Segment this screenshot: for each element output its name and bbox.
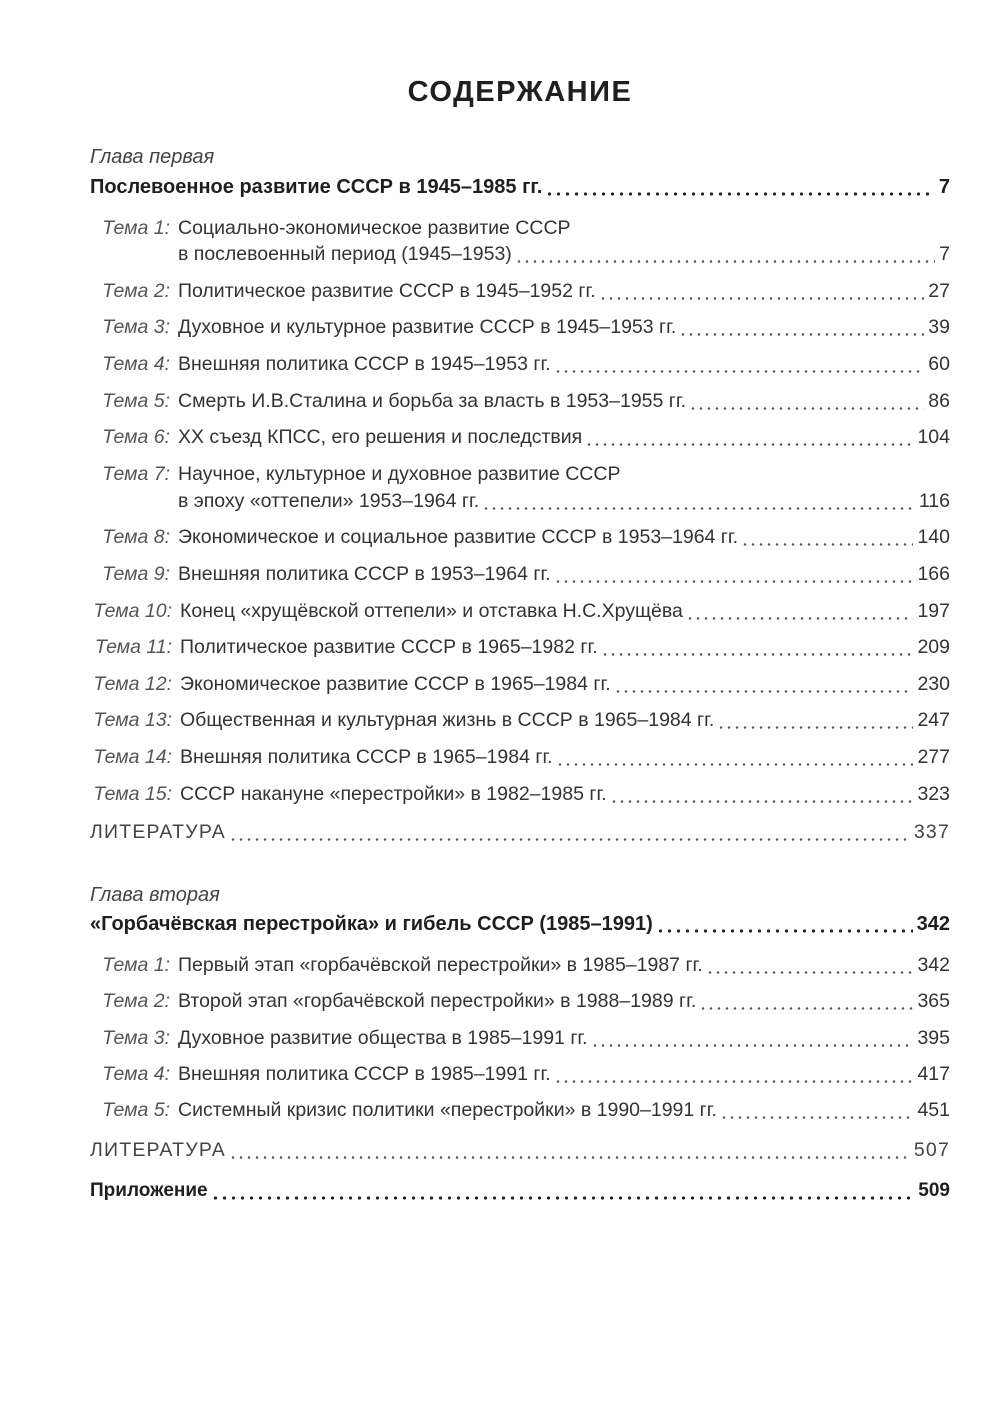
- topic-text: Общественная и культурная жизнь в СССР в 1965–1984 гг.: [180, 709, 715, 731]
- leader-dots: [556, 763, 914, 766]
- chapter-1-literature-entry[interactable]: [90, 821, 950, 847]
- topic-1-4-entry[interactable]: [90, 353, 950, 379]
- topic-1-1-line1: Социально-экономическое развитие СССР: [178, 217, 571, 239]
- topic-text: Экономическое и социальное развитие СССР в 1953–1964 гг.: [178, 526, 739, 548]
- leader-dots: [720, 1116, 914, 1119]
- topic-text: Духовное развитие общества в 1985–1991 гг.: [178, 1027, 588, 1049]
- leader-dots: [554, 580, 914, 583]
- topic-number: Тема 2:: [102, 280, 170, 302]
- topic-number: Тема 3:: [102, 316, 170, 338]
- topic-2-5-entry[interactable]: [90, 1099, 950, 1125]
- appendix-label: Приложение: [90, 1180, 208, 1201]
- topic-1-7-line1: Научное, культурное и духовное развитие СССР: [178, 463, 621, 485]
- topic-1-2-entry[interactable]: [90, 280, 950, 306]
- topic-page: 27: [928, 280, 950, 302]
- topic-1-9-entry[interactable]: [90, 563, 950, 589]
- chapter-2-entry[interactable]: [90, 913, 950, 939]
- literature-label: ЛИТЕРАТУРА: [90, 1139, 226, 1161]
- leader-dots: [610, 800, 914, 803]
- appendix-entry[interactable]: [90, 1180, 950, 1206]
- page-title: СОДЕРЖАНИЕ: [407, 76, 633, 108]
- topic-text: Системный кризис политики «перестройки» в 1990–1991 гг.: [178, 1099, 717, 1121]
- topic-page: 342: [917, 954, 950, 976]
- leader-dots: [545, 192, 935, 196]
- topic-number: Тема 1:: [102, 954, 170, 976]
- topic-text: Духовное и культурное развитие СССР в 1945–1953 гг.: [178, 316, 677, 338]
- topic-2-3-entry[interactable]: [90, 1027, 950, 1053]
- chapter-1-title: Послевоенное развитие СССР в 1945–1985 гг.: [90, 176, 543, 198]
- topic-number: Тема 10:: [93, 600, 172, 622]
- leader-dots: [229, 838, 910, 841]
- topic-2-2-entry[interactable]: [90, 990, 950, 1016]
- topic-page: 60: [928, 353, 950, 375]
- topic-page: 209: [917, 636, 950, 658]
- leader-dots: [679, 333, 924, 336]
- topic-2-1-entry[interactable]: [90, 954, 950, 980]
- leader-dots: [656, 929, 913, 933]
- topic-text: Внешняя политика СССР в 1965–1984 гг.: [180, 746, 553, 768]
- topic-number: Тема 7:: [102, 463, 170, 485]
- topic-1-15-entry[interactable]: [90, 783, 950, 809]
- topic-number: Тема 2:: [102, 990, 170, 1012]
- topic-1-1-entry[interactable]: [90, 243, 950, 269]
- topic-page: 365: [917, 990, 950, 1012]
- leader-dots: [741, 543, 913, 546]
- literature-page: 337: [913, 821, 950, 843]
- topic-number: Тема 8:: [102, 526, 170, 548]
- topic-text: Второй этап «горбачёвской перестройки» в 1988–1989 гг.: [178, 990, 697, 1012]
- topic-text: Экономическое развитие СССР в 1965–1984 гг.: [180, 673, 611, 695]
- topic-number: Тема 5:: [102, 390, 170, 412]
- leader-dots: [686, 617, 914, 620]
- topic-page: 140: [917, 526, 950, 548]
- leader-dots: [515, 260, 935, 263]
- topic-number: Тема 15:: [93, 783, 172, 805]
- leader-dots: [706, 971, 914, 974]
- topic-page: 417: [917, 1063, 950, 1085]
- topic-1-13-entry[interactable]: [90, 709, 950, 735]
- topic-number: Тема 3:: [102, 1027, 170, 1049]
- topic-page: 247: [917, 709, 950, 731]
- topic-page: 116: [918, 490, 950, 512]
- topic-page: 395: [917, 1027, 950, 1049]
- chapter-1-label: Глава первая: [90, 146, 215, 168]
- topic-1-3-entry[interactable]: [90, 316, 950, 342]
- chapter-2-page: 342: [916, 913, 950, 935]
- topic-number: Тема 1:: [102, 217, 170, 239]
- topic-page: 451: [917, 1099, 950, 1121]
- topic-1-10-entry[interactable]: [90, 600, 950, 626]
- topic-number: Тема 5:: [102, 1099, 170, 1121]
- leader-dots: [211, 1196, 915, 1200]
- leader-dots: [554, 370, 925, 373]
- leader-dots: [585, 443, 913, 446]
- chapter-2-label: Глава вторая: [90, 884, 220, 906]
- topic-page: 39: [928, 316, 950, 338]
- topic-text: Внешняя политика СССР в 1985–1991 гг.: [178, 1063, 551, 1085]
- topic-number: Тема 11:: [94, 636, 172, 658]
- leader-dots: [591, 1044, 914, 1047]
- topic-page: 230: [917, 673, 950, 695]
- leader-dots: [689, 407, 924, 410]
- literature-page: 507: [913, 1139, 950, 1161]
- literature-label: ЛИТЕРАТУРА: [90, 821, 226, 843]
- topic-page: 277: [917, 746, 950, 768]
- topic-text: Политическое развитие СССР в 1945–1952 гг.: [178, 280, 596, 302]
- topic-page: 197: [917, 600, 950, 622]
- topic-page: 323: [917, 783, 950, 805]
- leader-dots: [717, 726, 913, 729]
- topic-1-11-entry[interactable]: [90, 636, 950, 662]
- topic-text: XX съезд КПСС, его решения и последствия: [178, 426, 583, 448]
- topic-text: СССР накануне «перестройки» в 1982–1985 гг.: [180, 783, 607, 805]
- chapter-1-entry[interactable]: [90, 176, 950, 202]
- topic-number: Тема 6:: [102, 426, 170, 448]
- topic-page: 166: [917, 563, 950, 585]
- topic-number: Тема 4:: [102, 1063, 170, 1085]
- topic-1-14-entry[interactable]: [90, 746, 950, 772]
- topic-text: Внешняя политика СССР в 1953–1964 гг.: [178, 563, 551, 585]
- topic-text: в эпоху «оттепели» 1953–1964 гг.: [178, 490, 480, 512]
- leader-dots: [601, 653, 914, 656]
- topic-number: Тема 9:: [102, 563, 170, 585]
- chapter-2-literature-entry[interactable]: [90, 1139, 950, 1165]
- topic-page: 7: [939, 243, 950, 265]
- topic-1-12-entry[interactable]: [90, 673, 950, 699]
- topic-1-8-entry[interactable]: [90, 526, 950, 552]
- topic-page: 86: [928, 390, 950, 412]
- topic-1-5-entry[interactable]: [90, 390, 950, 416]
- topic-number: Тема 4:: [102, 353, 170, 375]
- leader-dots: [599, 297, 925, 300]
- leader-dots: [554, 1080, 914, 1083]
- topic-1-6-entry[interactable]: [90, 426, 950, 452]
- topic-page: 104: [917, 426, 950, 448]
- topic-2-4-entry[interactable]: [90, 1063, 950, 1089]
- topic-number: Тема 12:: [93, 673, 172, 695]
- leader-dots: [482, 507, 915, 510]
- topic-text: Конец «хрущёвской оттепели» и отставка Н.С.Хрущёва: [180, 600, 683, 622]
- topic-text: Политическое развитие СССР в 1965–1982 гг.: [180, 636, 598, 658]
- topic-text: в послевоенный период (1945–1953): [178, 243, 512, 265]
- topic-text: Первый этап «горбачёвской перестройки» в 1985–1987 гг.: [178, 954, 703, 976]
- leader-dots: [699, 1007, 913, 1010]
- topic-text: Смерть И.В.Сталина и борьба за власть в 1953–1955 гг.: [178, 390, 687, 412]
- topic-number: Тема 13:: [93, 709, 172, 731]
- topic-number: Тема 14:: [93, 746, 172, 768]
- topic-1-7-entry[interactable]: [90, 490, 950, 516]
- chapter-2-title: «Горбачёвская перестройка» и гибель СССР (1985–1991): [90, 913, 653, 935]
- appendix-page: 509: [918, 1180, 950, 1201]
- leader-dots: [614, 690, 914, 693]
- chapter-1-page: 7: [938, 176, 950, 198]
- leader-dots: [229, 1156, 910, 1159]
- topic-text: Внешняя политика СССР в 1945–1953 гг.: [178, 353, 551, 375]
